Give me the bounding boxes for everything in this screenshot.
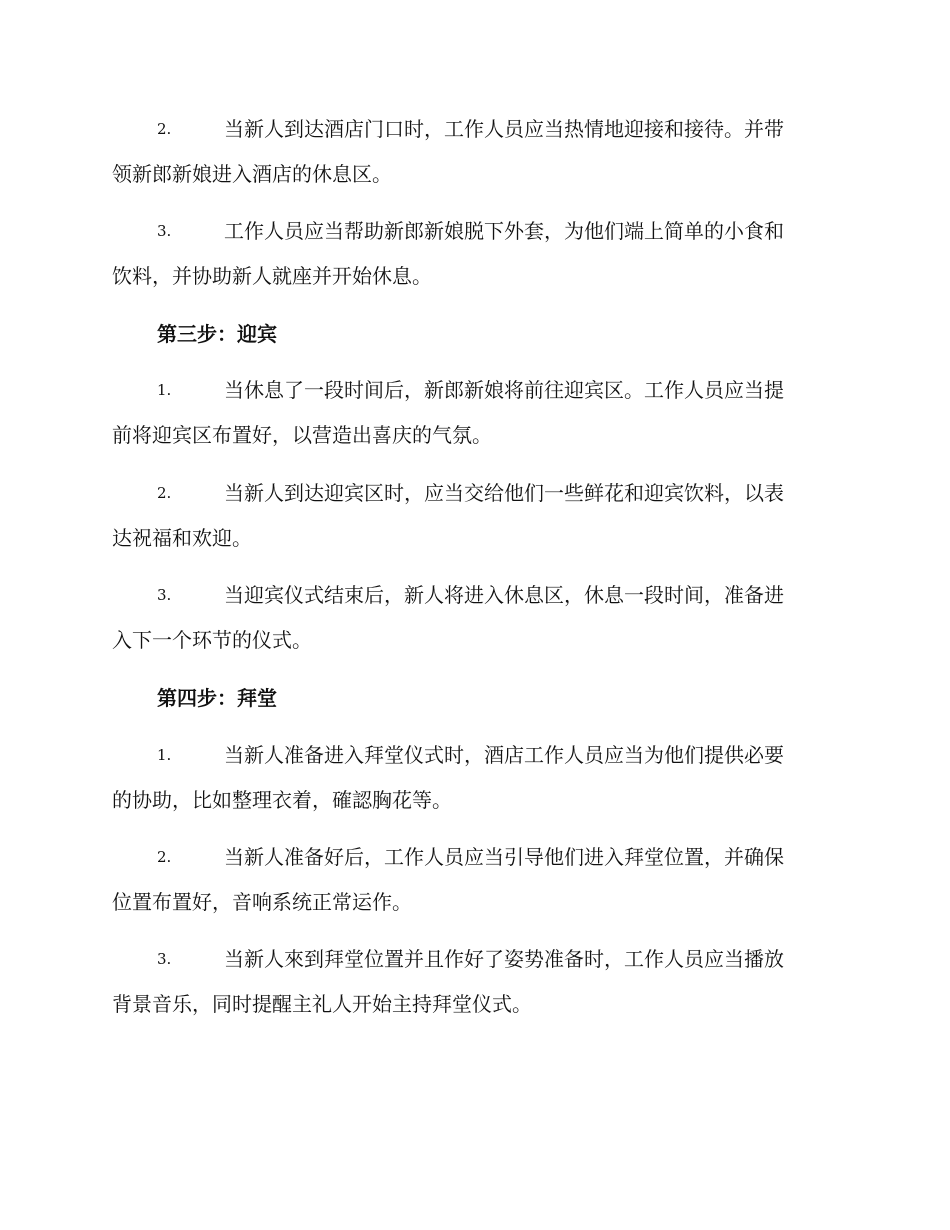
paragraph-line: 当休息了一段时间后，新郎新娘将前往迎宾区。工作人员应当提 <box>224 378 784 402</box>
list-number: 3. <box>157 950 172 968</box>
paragraph-line: 达祝福和欢迎。 <box>112 526 252 550</box>
paragraph-line: 背景音乐，同时提醒主礼人开始主持拜堂仪式。 <box>112 992 532 1016</box>
list-item <box>112 937 837 1027</box>
list-item <box>112 368 837 458</box>
list-item <box>112 835 837 925</box>
paragraph-line: 工作人员应当帮助新郎新娘脱下外套，为他们端上简单的小食和 <box>224 219 784 243</box>
paragraph-line: 当新人准备进入拜堂仪式时，酒店工作人员应当为他们提供必要 <box>224 743 784 767</box>
paragraph-line: 饮料，并协助新人就座并开始休息。 <box>112 264 432 288</box>
paragraph-line: 当新人到达酒店门口时，工作人员应当热情地迎接和接待。并带 <box>224 117 784 141</box>
paragraph-line: 位置布置好，音响系统正常运作。 <box>112 890 412 914</box>
paragraph-line: 前将迎宾区布置好，以营造出喜庆的气氛。 <box>112 423 492 447</box>
list-item <box>112 209 837 299</box>
paragraph-line: 的协助，比如整理衣着，確認胸花等。 <box>112 788 452 812</box>
list-item <box>112 107 837 197</box>
list-item <box>112 471 837 561</box>
paragraph-line: 当新人准备好后，工作人员应当引导他们进入拜堂位置，并确保 <box>224 845 784 869</box>
paragraph-line: 领新郎新娘进入酒店的休息区。 <box>112 162 392 186</box>
paragraph-line: 当迎宾仪式结束后，新人将进入休息区，休息一段时间，准备进 <box>224 583 784 607</box>
list-item <box>112 733 837 823</box>
list-number: 2. <box>157 484 172 502</box>
list-number: 2. <box>157 120 172 138</box>
list-number: 3. <box>157 586 172 604</box>
section-heading: 第三步：迎宾 <box>157 322 277 346</box>
list-item <box>112 573 837 663</box>
list-number: 1. <box>157 381 172 399</box>
list-number: 3. <box>157 222 172 240</box>
paragraph-line: 当新人到达迎宾区时，应当交给他们一些鲜花和迎宾饮料，以表 <box>224 481 784 505</box>
list-number: 1. <box>157 746 172 764</box>
paragraph-line: 当新人來到拜堂位置并且作好了姿势准备时，工作人员应当播放 <box>224 947 784 971</box>
section-heading: 第四步：拜堂 <box>157 686 277 710</box>
paragraph-line: 入下一个环节的仪式。 <box>112 628 312 652</box>
list-number: 2. <box>157 848 172 866</box>
